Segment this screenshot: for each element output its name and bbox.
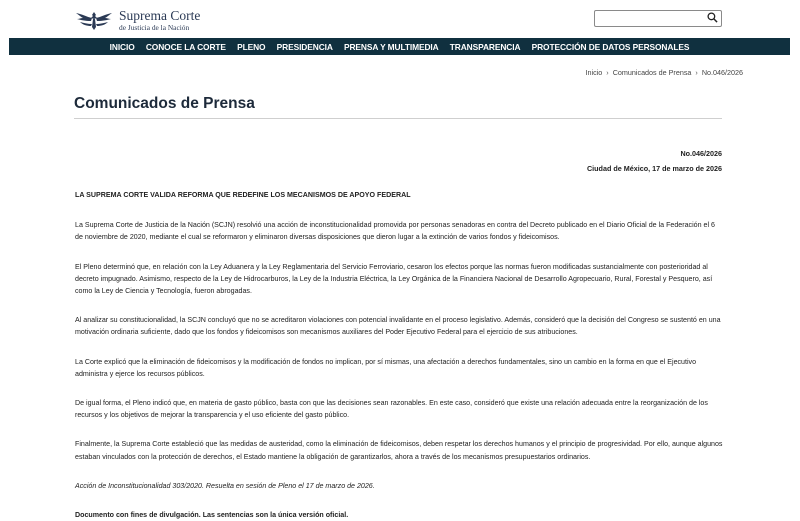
breadcrumb-separator: ›: [606, 68, 609, 77]
page-title: Comunicados de Prensa: [74, 95, 255, 112]
title-divider: [74, 118, 722, 119]
release-number: No.046/2026: [680, 149, 722, 158]
release-headline: LA SUPREMA CORTE VALIDA REFORMA QUE REDEFINE LOS MECANISMOS DE APOYO FEDERAL: [75, 191, 411, 199]
release-paragraph: La Corte explicó que la eliminación de fideicomisos y la modificación de fondos no implican, por sí mismas, una afectación a derechos fundamentales, sino un cambio en la forma en que el Ejecutivo administra y ejerce los recursos públicos.: [75, 357, 697, 378]
nav-item-presidencia[interactable]: PRESIDENCIA: [276, 41, 333, 52]
release-body: [75, 189, 723, 521]
nav-item-transparencia[interactable]: TRANSPARENCIA: [449, 41, 521, 52]
release-paragraph: Finalmente, la Suprema Corte estableció que las medidas de austeridad, como la eliminación de fideicomisos, deben respetar los derechos humanos y el principio de progresividad. Por ello, aunque algunos estaban vinculados con la protección de derechos, el Estado mantiene la obligación de garantizarlos, ahora a través de los mecanismos presupuestarios ordinarios.: [75, 440, 723, 461]
nav-item-proteccion-de-datos[interactable]: PROTECCIÓN DE DATOS PERSONALES: [531, 41, 690, 52]
site-header: [0, 0, 800, 38]
release-paragraph: La Suprema Corte de Justicia de la Nación (SCJN) resolvió una acción de inconstitucionalidad promovida por personas senadoras en contra del Decreto publicado en el Diario Oficial de la Federación el 6 de noviembre de 2020, mediante el cual se reformaron y eliminaron diversas disposiciones que dieron lugar a la extinción de varios fondos y fideicomisos.: [75, 221, 715, 242]
search-button[interactable]: [704, 12, 720, 25]
breadcrumb-link-inicio[interactable]: Inicio: [585, 68, 603, 77]
search-icon: [707, 10, 718, 28]
breadcrumb-separator: ›: [695, 68, 698, 77]
nav-item-inicio[interactable]: INICIO: [109, 41, 135, 52]
release-paragraph: De igual forma, el Pleno indicó que, en materia de gasto público, basta con que las decisiones sean razonables. En este caso, consideró que existe una relación adecuada entre la reorganización de los recursos y los objetivos de mejorar la transparencia y el uso eficiente del gasto público.: [75, 399, 708, 420]
release-paragraph: El Pleno determinó que, en relación con la Ley Aduanera y la Ley Reglamentaria del Servicio Ferroviario, cesaron los efectos porque las normas fueron modificadas sustancialmente con posterioridad al decreto impugnado. Asimismo, respecto de la Ley de Hidrocarburos, la Ley de la Industria Eléctrica, la Ley Orgánica de la Financiera Nacional de Desarrollo Agropecuario, Rural, Forestal y Pesquero, así como la Ley de Ciencia y Tecnología, fueron abrogadas.: [75, 262, 713, 296]
release-place-date: Ciudad de México, 17 de marzo de 2026: [586, 164, 722, 173]
site-logo[interactable]: [74, 7, 204, 33]
release-paragraph: Al analizar su constitucionalidad, la SCJN concluyó que no se acreditaron violaciones con potencial invalidante en el proceso legislativo. Además, consideró que la decisión del Congreso se sustentó en una motivación ordinaria suficiente, dado que los fondos y fideicomisos son mecanismos auxiliares del Poder Ejecutivo Federal para el ejercicio de sus atribuciones.: [75, 316, 721, 337]
nav-item-conoce-la-corte[interactable]: CONOCE LA CORTE: [145, 41, 226, 52]
search-input[interactable]: [597, 12, 697, 24]
search-box: [594, 10, 722, 27]
breadcrumb-current: No.046/2026: [701, 68, 743, 77]
breadcrumb-link-comunicados[interactable]: Comunicados de Prensa: [612, 68, 692, 77]
eagle-emblem-icon: [74, 9, 114, 31]
main-navigation: [9, 38, 790, 55]
logo-subtitle: de Justicia de la Nación: [119, 23, 190, 33]
case-reference: Acción de Inconstitucionalidad 303/2020. Resuelta en sesión de Pleno el 17 de marzo de 2026.: [75, 481, 375, 490]
breadcrumb: [586, 68, 743, 77]
disclaimer-note: Documento con fines de divulgación. Las sentencias son la única versión oficial.: [75, 511, 349, 520]
nav-item-prensa-y-multimedia[interactable]: PRENSA Y MULTIMEDIA: [344, 41, 439, 52]
logo-title: Suprema Corte: [119, 7, 201, 23]
nav-item-pleno[interactable]: PLENO: [237, 41, 266, 52]
